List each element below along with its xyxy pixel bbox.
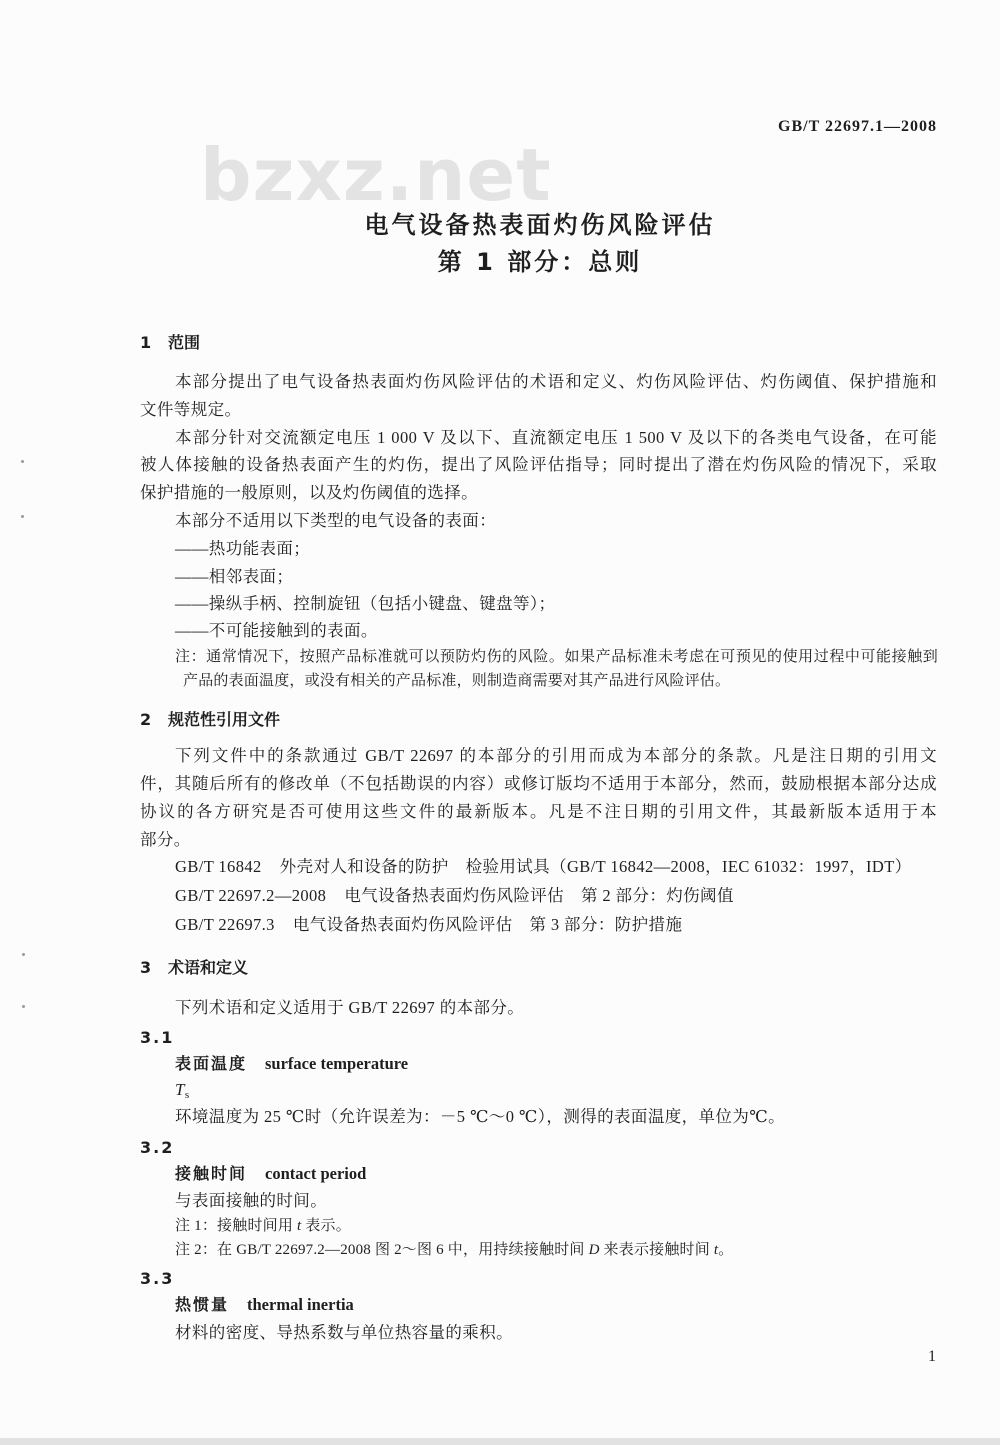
note-variable: t [297,1218,302,1234]
note-text: 注 2：在 GB/T 22697.2—2008 图 2～图 6 中，用持续接触时间 [175,1242,589,1258]
symbol-letter: T [175,1080,185,1099]
scan-bottom-edge [0,1438,1000,1445]
reference-item [175,856,937,878]
list-item: ——热功能表面； [175,539,311,558]
term-note [175,1216,351,1236]
paragraph-line: 部分。 [140,830,191,849]
note-variable: t [713,1242,719,1258]
document-number: GB/T 22697.1—2008 [778,118,937,135]
scan-speck [21,460,24,463]
term-definition: 环境温度为 25 ℃时（允许误差为：－5 ℃～0 ℃），测得的表面温度，单位为℃。 [175,1107,785,1126]
scan-speck [21,515,24,518]
reference-code: GB/T 22697.2—2008 [175,886,327,905]
note-text: 。 [718,1242,734,1258]
clause-number: 3.2 [140,1138,175,1157]
note-text: 注 1：接触时间用 [175,1218,298,1234]
section-number: 1 [140,333,152,352]
reference-title: 电气设备热表面灼伤风险评估 第 2 部分：灼伤阈值 [344,886,734,905]
page-number: 1 [928,1348,936,1365]
note-text: 来表示接触时间 [599,1242,714,1258]
paragraph-line: 件，其随后所有的修改单（不包括勘误的内容）或修订版均不适用于本部分，然而，鼓励根据本部分达成 [140,774,937,793]
section-title: 术语和定义 [168,958,249,977]
reference-code: GB/T 16842 [175,857,262,876]
list-item: ——相邻表面； [175,567,294,586]
watermark: bzxz.net [200,133,552,217]
term-definition: 与表面接触的时间。 [175,1191,328,1210]
term-chinese: 接触时间 [175,1164,248,1183]
section-number: 2 [140,710,152,729]
paragraph-line: 协议的各方研究是否可使用这些文件的最新版本。凡是不注日期的引用文件，其最新版本适用于本 [140,802,937,821]
term-english: thermal inertia [247,1295,354,1314]
document-subtitle: 第 1 部分：总则 [437,248,643,276]
section-heading-scope [140,332,200,354]
clause-number: 3.1 [140,1028,175,1047]
clause-number: 3.3 [140,1269,175,1288]
term-symbol [175,1079,937,1106]
note-variable: D [588,1242,600,1258]
paragraph-line: 本部分针对交流额定电压 1 000 V 及以下、直流额定电压 1 500 V 及以下的各类电气设备，在可能 [175,428,937,447]
list-item: ——不可能接触到的表面。 [175,621,378,640]
reference-item [175,914,937,936]
reference-title: 外壳对人和设备的防护 检验用试具（GB/T 16842—2008，IEC 61032：1997，IDT） [279,857,912,876]
term-chinese: 热惯量 [175,1295,230,1314]
term-entry [175,1053,937,1075]
term-definition: 材料的密度、导热系数与单位热容量的乘积。 [175,1323,513,1342]
note-line: 产品的表面温度，或没有相关的产品标准，则制造商需要对其产品进行风险评估。 [183,673,731,689]
section-title: 范围 [168,333,201,352]
paragraph-line: 下列文件中的条款通过 GB/T 22697 的本部分的引用而成为本部分的条款。凡是注日期的引用文 [175,746,937,765]
term-note [175,1240,734,1260]
section-heading-normative-references [140,709,280,731]
note-text: 表示。 [301,1218,351,1234]
term-chinese: 表面温度 [175,1054,248,1073]
paragraph-line: 被人体接触的设备热表面产生的灼伤，提出了风险评估指导；同时提出了潜在灼伤风险的情况下，采取 [140,455,937,474]
term-english: contact period [265,1164,367,1183]
paragraph-line: 文件等规定。 [140,400,242,419]
paragraph-line: 保护措施的一般原则，以及灼伤阈值的选择。 [140,483,478,502]
term-entry [175,1163,937,1185]
note-line: 注：通常情况下，按照产品标准就可以预防灼伤的风险。如果产品标准未考虑在可预见的使用过程中可能接触到 [175,649,938,665]
paragraph-line: 本部分提出了电气设备热表面灼伤风险评估的术语和定义、灼伤风险评估、灼伤阈值、保护措施和 [175,372,937,391]
paragraph-line: 下列术语和定义适用于 GB/T 22697 的本部分。 [175,998,525,1017]
document-title: 电气设备热表面灼伤风险评估 [364,211,716,239]
paragraph-line: 本部分不适用以下类型的电气设备的表面： [175,511,497,530]
reference-code: GB/T 22697.3 [175,915,275,934]
scan-speck [22,953,25,956]
list-item: ——操纵手柄、控制旋钮（包括小键盘、键盘等）； [175,594,556,613]
reference-title: 电气设备热表面灼伤风险评估 第 3 部分：防护措施 [292,915,683,934]
term-entry [175,1294,937,1316]
term-english: surface temperature [265,1054,409,1073]
section-title: 规范性引用文件 [168,710,281,729]
section-number: 3 [140,958,152,977]
reference-item [175,885,937,907]
symbol-subscript: s [184,1089,190,1101]
section-heading-terms-definitions [140,957,248,979]
scan-speck [22,1005,25,1008]
